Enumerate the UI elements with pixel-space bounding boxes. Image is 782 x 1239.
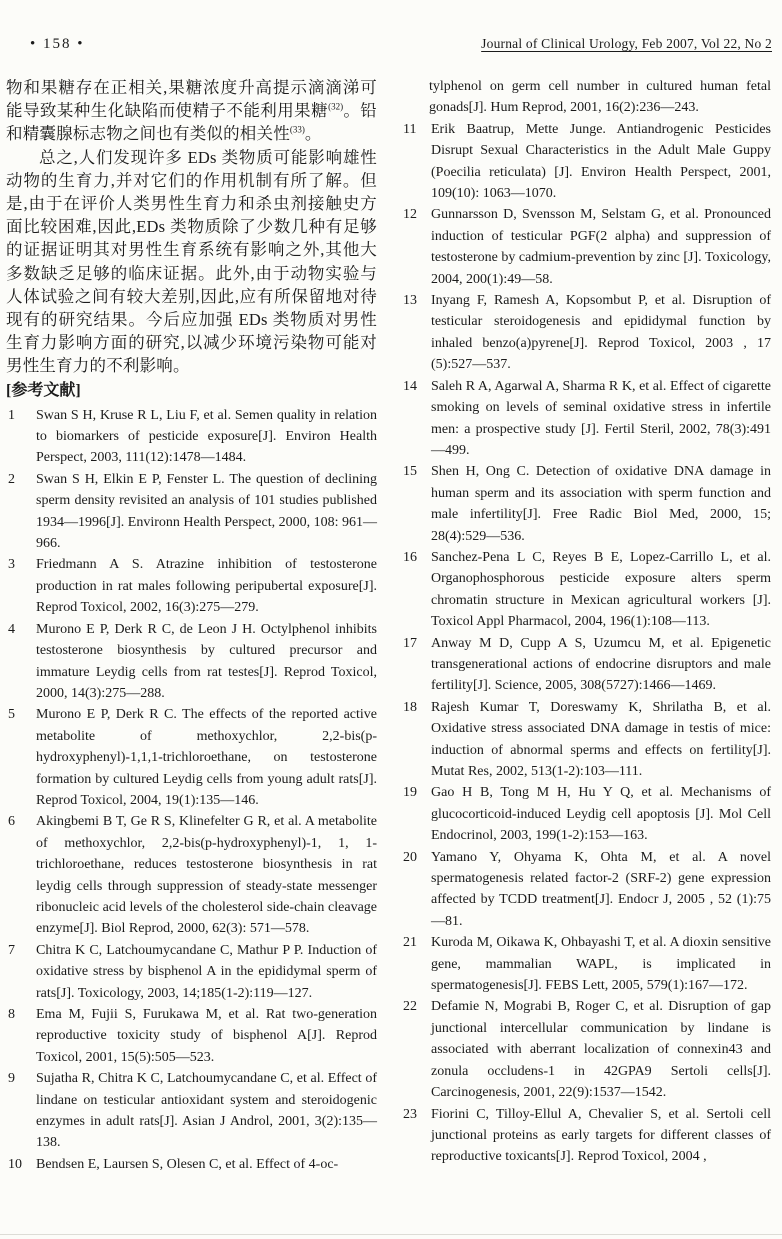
- paragraph-conclusion: 总之,人们发现许多 EDs 类物质可能影响雄性动物的生育力,并对它们的作用机制有所了解。但是,由于在评价人类男性生育力和杀虫剂接触史方面比较困难,因此,EDs 类物质除了少数几种有足够的证据证明其对男性生育系统有影响之外,其他大多数缺乏足够的临床证据。此外,由于动物实验与人体试验之间有较大差别,因此,应有所保留地对待现有的研究结果。今后应加强 EDs 类物质对男性生育力影响方面的研究,以减少环境污染物可能对男性生育力的不利影响。: [6, 147, 377, 376]
- reference-number: 11: [403, 121, 417, 137]
- reference-text: Friedmann A S. Atrazine inhibition of testosterone production in rat males following peripubertal exposure[J]. Reprod Toxicol, 2002, 16(3):275—279.: [36, 557, 377, 616]
- reference-number: 15: [403, 464, 417, 480]
- citation-superscript-33: (33): [289, 124, 305, 135]
- reference-text: Anway M D, Cupp A S, Uzumcu M, et al. Epigenetic transgenerational actions of endocrine disruptors and male fertility[J]. Science, 2005, 308(5727):1466—1469.: [431, 635, 771, 694]
- paragraph-text: 。: [304, 124, 322, 144]
- reference-text: Murono E P, Derk R C. The effects of the reported active metabolite of methoxychlor, 2,2-bis(p-hydroxyphenyl)-1,1,1-trichloroethane, on testosterone formation by cultured Leydig cells from young adult rats[J]. Reprod Toxicol, 2004, 19(1):135—146.: [36, 707, 377, 808]
- reference-text: Saleh R A, Agarwal A, Sharma R K, et al. Effect of cigarette smoking on levels of seminal oxidative stress in infertile men: a prospective study [J]. Fertil Steril, 2002, 78(3):491—499.: [431, 378, 771, 458]
- reference-item-6: [6, 811, 377, 939]
- reference-number: 5: [8, 707, 15, 723]
- reference-item-5: [6, 704, 377, 811]
- reference-text: Defamie N, Mograbi B, Roger C, et al. Disruption of gap junctional intercellular communication by lindane is associated with aberrant localization of connexin43 and zonula occludens-1 in 42GPA9 Sertoli cells[J]. Carcinogenesis, 2001, 22(9):1537—1542.: [431, 999, 771, 1101]
- reference-text: Fiorini C, Tilloy-Ellul A, Chevalier S, et al. Sertoli cell junctional proteins as early targets for different classes of reproductive toxicants[J]. Reprod Toxicol, 2004 ,: [431, 1106, 771, 1165]
- reference-number: 7: [8, 942, 15, 958]
- references-list-right: [401, 119, 771, 1168]
- reference-item-23: [401, 1104, 771, 1168]
- reference-number: 18: [403, 699, 417, 715]
- reference-item-15: [401, 461, 771, 547]
- page-header: [30, 36, 772, 53]
- reference-item-18: [401, 697, 771, 783]
- paragraph-text: 物和果糖存在正相关,果糖浓度升高提示滴滴涕可能导致某种生化缺陷而使精子不能利用果糖: [6, 78, 377, 121]
- reference-number: 1: [8, 407, 15, 423]
- reference-number: 8: [8, 1007, 15, 1023]
- reference-item-20: [401, 847, 771, 933]
- reference-text: Swan S H, Kruse R L, Liu F, et al. Semen quality in relation to biomarkers of pesticide exposure[J]. Environ Health Perspect, 2003, 111(12):1478—1484.: [36, 407, 377, 466]
- reference-number: 21: [403, 935, 417, 951]
- reference-number: 3: [8, 557, 15, 573]
- reference-text: Erik Baatrup, Mette Junge. Antiandrogenic Pesticides Disrupt Sexual Characteristics in the Adult Male Guppy (Poecilia reticulata) [J]. Environ Health Perspect, 2001, 109(10): 1063—1070.: [431, 121, 771, 202]
- reference-number: 6: [8, 814, 15, 830]
- reference-item-8: [6, 1004, 377, 1068]
- reference-item-7: [6, 940, 377, 1004]
- right-column: [401, 76, 771, 1168]
- paragraph-text: 。铅和精囊腺标志物之间也有类似的相关性: [6, 101, 377, 144]
- reference-10-continuation: [401, 76, 771, 119]
- reference-text: Kuroda M, Oikawa K, Ohbayashi T, et al. A dioxin sensitive gene, mammalian WAPL, is implicated in spermatogenesis[J]. FEBS Lett, 2005, 579(1):167—172.: [431, 935, 771, 994]
- reference-text: Sanchez-Pena L C, Reyes B E, Lopez-Carrillo L, et al. Organophosphorous pesticide exposure alters sperm chromatin structure in Mexican agricultural workers [J]. Toxicol Appl Pharmacol, 2004, 196(1):108—113.: [431, 549, 771, 630]
- reference-number: 23: [403, 1106, 417, 1122]
- reference-number: 19: [403, 785, 417, 801]
- reference-number: 17: [403, 635, 417, 651]
- paragraph-continued-from-previous-page: [6, 76, 377, 146]
- reference-number: 12: [403, 207, 417, 223]
- references-heading: [参考文献]: [6, 381, 81, 399]
- reference-text: Akingbemi B T, Ge R S, Klinefelter G R, et al. A metabolite of methoxychlor, 2,2-bis(p-hydroxyphenyl)-1, 1, 1-trichloroethane, reduces testosterone biosynthesis in rat leydig cells through suppression of steady-state messenger ribonucleic acid levels of the cholesterol side-chain cleavage enzyme[J]. Biol Reprod, 2000, 62(3): 571—578.: [36, 814, 377, 937]
- reference-item-13: [401, 290, 771, 376]
- reference-item-16: [401, 547, 771, 633]
- reference-text: Gao H B, Tong M H, Hu Y Q, et al. Mechanisms of glucocorticoid-induced Leydig cell apoptosis [J]. Mol Cell Endocrinol, 2003, 199(1-2):153—163.: [431, 785, 771, 844]
- reference-number: 4: [8, 621, 15, 637]
- reference-number: 16: [403, 549, 417, 565]
- reference-item-22: [401, 996, 771, 1103]
- reference-text: Murono E P, Derk R C, de Leon J H. Octylphenol inhibits testosterone biosynthesis by cultured precursor and immature Leydig cells from rat testes[J]. Reprod Toxicol, 2000, 14(3):275—288.: [36, 621, 377, 701]
- reference-text: Sujatha R, Chitra K C, Latchoumycandane C, et al. Effect of lindane on testicular antioxidant system and steroidogenic enzymes in adult rats[J]. Asian J Androl, 2001, 3(2):135—138.: [36, 1071, 377, 1151]
- references-list-left: [6, 405, 377, 1176]
- reference-item-19: [401, 782, 771, 846]
- reference-text: Inyang F, Ramesh A, Kopsombut P, et al. Disruption of testicular steroidogenesis and epididymal function by inhaled benzo(a)pyrene[J]. Reprod Toxicol, 2003 , 17 (5):527—537.: [431, 293, 771, 373]
- reference-number: 22: [403, 999, 417, 1015]
- reference-text: Swan S H, Elkin E P, Fenster L. The question of declining sperm density revisited an analysis of 101 studies published 1934—1996[J]. Environn Health Perspect, 2000, 108: 961—966.: [36, 471, 378, 552]
- reference-number: 20: [403, 849, 417, 865]
- journal-citation-header: Journal of Clinical Urology, Feb 2007, Vol 22, No 2: [481, 36, 772, 51]
- reference-item-11: [401, 119, 771, 205]
- reference-item-1: [6, 405, 377, 469]
- reference-item-9: [6, 1068, 377, 1154]
- citation-superscript-32: (32): [328, 101, 344, 112]
- reference-item-3: [6, 554, 377, 618]
- reference-text: tylphenol on germ cell number in cultured human fetal gonads[J]. Hum Reprod, 2001, 16(2):236—243.: [429, 79, 771, 116]
- reference-item-2: [6, 469, 377, 555]
- reference-text: Chitra K C, Latchoumycandane C, Mathur P P. Induction of oxidative stress by bisphenol A in the epididymal sperm of rats[J]. Toxicology, 2003, 14;185(1-2):119—127.: [36, 942, 377, 1001]
- reference-number: 13: [403, 293, 417, 309]
- reference-item-17: [401, 633, 771, 697]
- reference-item-21: [401, 932, 771, 996]
- reference-item-12: [401, 204, 771, 290]
- scan-edge-line: [0, 1234, 782, 1235]
- reference-text: Shen H, Ong C. Detection of oxidative DNA damage in human sperm and its association with sperm function and male infertility[J]. Free Radic Biol Med, 2000, 15; 28(4):529—536.: [431, 464, 771, 544]
- reference-item-4: [6, 619, 377, 705]
- reference-number: 2: [8, 471, 15, 487]
- reference-text: Ema M, Fujii S, Furukawa M, et al. Rat two-generation reproductive toxicity study of bisphenol A[J]. Reprod Toxicol, 2001, 15(5):505—523.: [36, 1007, 377, 1065]
- page-number: • 158 •: [30, 36, 85, 52]
- reference-item-10: [6, 1154, 377, 1175]
- reference-item-14: [401, 376, 771, 462]
- left-column: [6, 76, 377, 1175]
- reference-text: Gunnarsson D, Svensson M, Selstam G, et al. Pronounced induction of testicular PGF(2 alpha) and suppression of testosterone by cadmium-prevention by zinc [J]. Toxicology, 2004, 200(1):49—58.: [431, 207, 771, 287]
- reference-text: Bendsen E, Laursen S, Olesen C, et al. Effect of 4-oc-: [36, 1156, 339, 1172]
- reference-text: Yamano Y, Ohyama K, Ohta M, et al. A novel spermatogenesis related factor-2 (SRF-2) gene expression affected by TCDD treatment[J]. Endocr J, 2005 , 52 (1):75—81.: [431, 849, 771, 929]
- reference-number: 14: [403, 378, 417, 394]
- reference-text: Rajesh Kumar T, Doreswamy K, Shrilatha B, et al. Oxidative stress associated DNA damage in testis of mice: induction of abnormal sperms and effects on fertility[J]. Mutat Res, 2002, 513(1-2):103—111.: [431, 699, 771, 779]
- reference-number: 9: [8, 1071, 15, 1087]
- reference-number: 10: [8, 1156, 22, 1172]
